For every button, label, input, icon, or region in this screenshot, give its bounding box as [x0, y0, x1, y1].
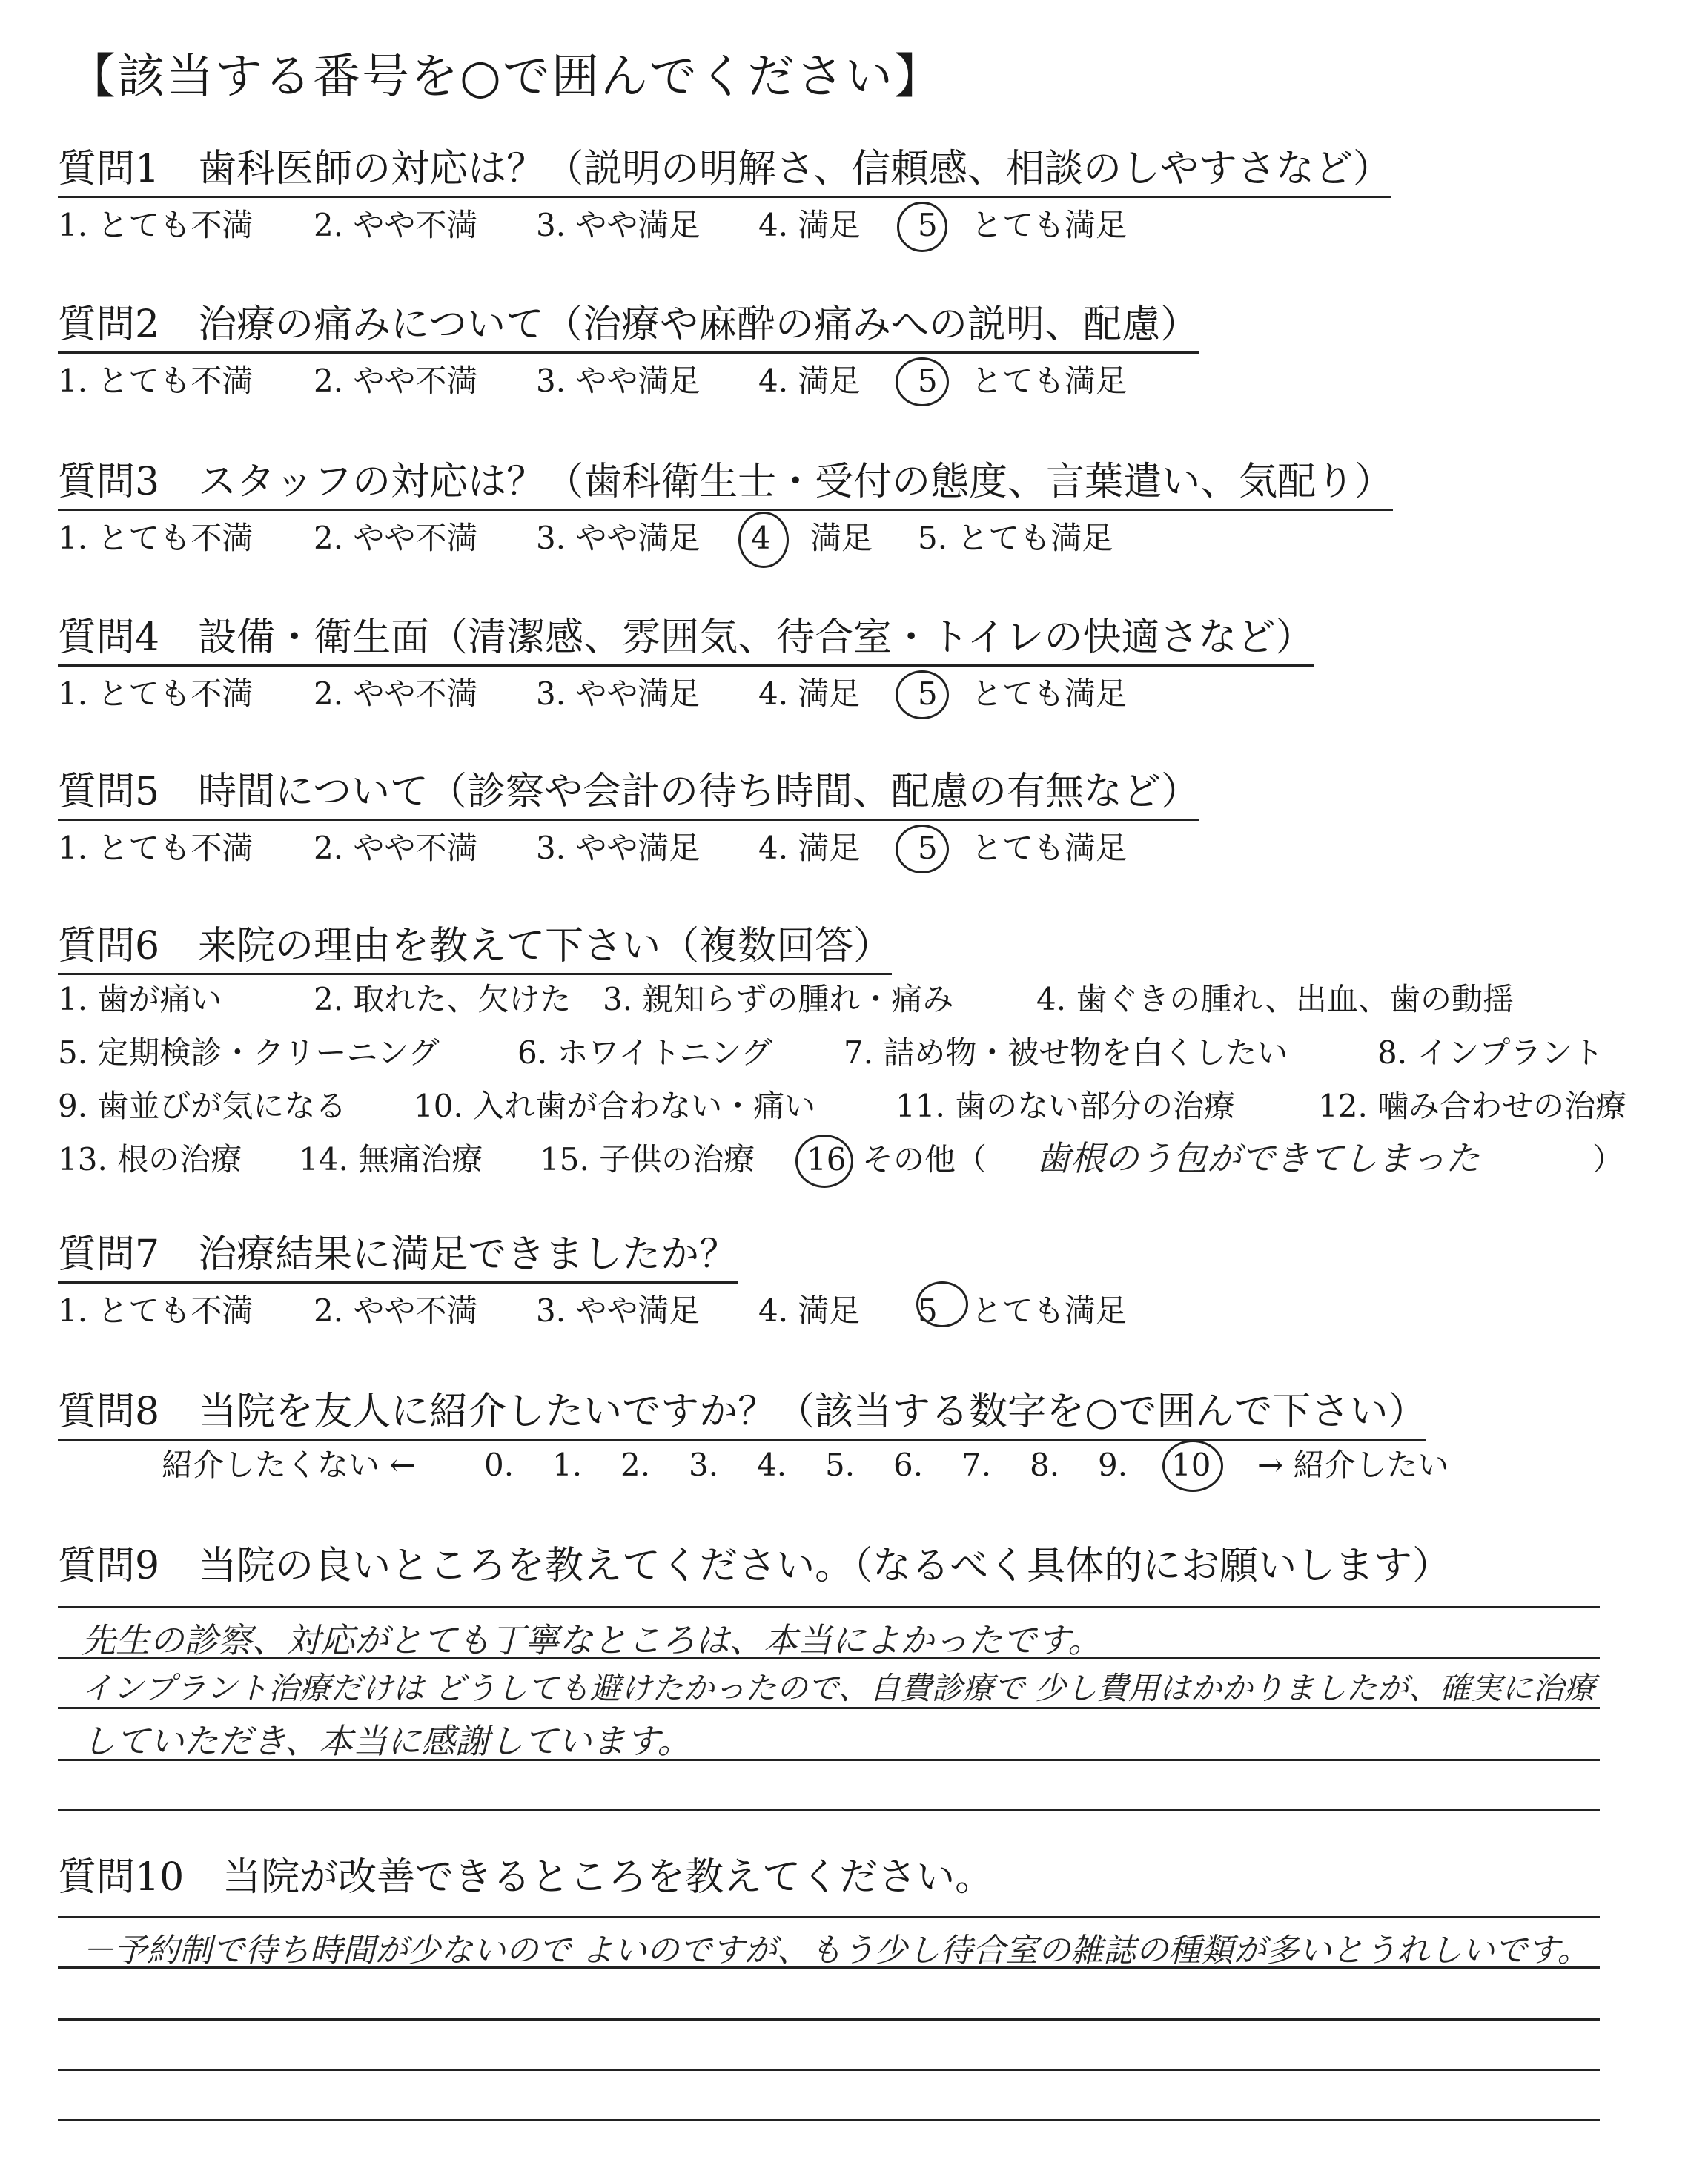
question-1-options [58, 205, 1244, 246]
other-reason-handwritten[interactable]: 歯根のう包ができてしまった [1036, 1138, 1480, 1178]
option-1[interactable]: 1. とても不満 [58, 363, 254, 399]
option-4[interactable]: 4. 満足 [758, 207, 861, 243]
reason-2[interactable]: 2. 取れた、欠けた [314, 981, 572, 1017]
answer-rule [58, 1916, 1600, 1918]
scale-1[interactable]: 1. [552, 1447, 583, 1483]
option-2[interactable]: 2. やや不満 [314, 363, 478, 399]
question-2-options [58, 360, 1244, 402]
reason-10[interactable]: 10. 入れ歯が合わない・痛い [414, 1088, 816, 1124]
answer-rule [58, 1809, 1600, 1811]
answer-rule [58, 2018, 1600, 2021]
option-5-number[interactable]: 5 [918, 207, 938, 243]
reason-11[interactable]: 11. 歯のない部分の治療 [896, 1088, 1236, 1124]
selection-circle [897, 202, 947, 252]
option-4[interactable]: 4. 満足 [758, 1292, 861, 1329]
answer-rule [58, 2069, 1600, 2071]
question-7-title: 質問7 治療結果に満足できましたか？ [58, 1231, 738, 1284]
reason-3[interactable]: 3. 親知らずの腫れ・痛み [603, 981, 954, 1017]
option-3[interactable]: 3. やや満足 [536, 676, 701, 712]
option-5-label[interactable]: とても満足 [971, 1292, 1128, 1329]
reason-6[interactable]: 6. ホワイトニング [517, 1034, 772, 1071]
scale-right-label: → 紹介したい [1257, 1447, 1449, 1483]
option-5-label[interactable]: とても満足 [971, 676, 1128, 712]
question-6-row-4 [58, 1139, 1674, 1183]
selection-circle [896, 825, 949, 873]
answer-line-1[interactable]: 先生の診察、対応がとても丁寧なところは、本当によかったです。 [82, 1620, 1102, 1660]
scale-9[interactable]: 9. [1098, 1447, 1128, 1483]
option-3[interactable]: 3. やや満足 [536, 207, 701, 243]
reason-16-number[interactable]: 16 [807, 1141, 847, 1178]
option-5-number[interactable]: 5 [918, 1292, 938, 1329]
selection-circle [916, 1281, 968, 1327]
selection-circle [896, 357, 949, 406]
question-10-title: 質問10 当院が改善できるところを教えてください。 [58, 1855, 994, 1900]
question-9-title: 質問9 当院の良いところを教えてください。（なるべく具体的にお願いします） [58, 1544, 1452, 1588]
scale-3[interactable]: 3. [689, 1447, 719, 1483]
reason-13[interactable]: 13. 根の治療 [58, 1141, 242, 1178]
question-6-title: 質問6 来院の理由を教えて下さい（複数回答） [58, 922, 892, 975]
option-1[interactable]: 1. とても不満 [58, 830, 254, 866]
option-1[interactable]: 1. とても不満 [58, 1292, 254, 1329]
option-5[interactable]: 5. とても満足 [918, 520, 1113, 556]
reason-16-label[interactable]: その他（ [862, 1141, 987, 1178]
reason-7[interactable]: 7. 詰め物・被せ物を白くしたい [844, 1034, 1288, 1071]
option-2[interactable]: 2. やや不満 [314, 1292, 478, 1329]
option-5-number[interactable]: 5 [918, 830, 938, 866]
question-3-options [58, 518, 1244, 559]
scale-2[interactable]: 2. [620, 1447, 651, 1483]
answer-line-3[interactable]: していただき、本当に感謝しています。 [82, 1721, 692, 1761]
option-5-label[interactable]: とても満足 [971, 207, 1128, 243]
question-7-options [58, 1290, 1244, 1332]
option-1[interactable]: 1. とても不満 [58, 520, 254, 556]
reason-14[interactable]: 14. 無痛治療 [299, 1141, 483, 1178]
question-4-title: 質問4 設備・衛生面（清潔感、雰囲気、待合室・トイレの快適さなど） [58, 614, 1314, 667]
answer-rule [58, 2119, 1600, 2121]
option-1[interactable]: 1. とても不満 [58, 207, 254, 243]
option-1[interactable]: 1. とても不満 [58, 676, 254, 712]
option-3[interactable]: 3. やや満足 [536, 830, 701, 866]
option-5-label[interactable]: とても満足 [971, 830, 1128, 866]
page-title: 【該当する番号を○で囲んでください】 [68, 50, 943, 105]
answer-rule [58, 1606, 1600, 1608]
question-6-row-1 [58, 979, 1674, 1020]
answer-rule [58, 1966, 1600, 1969]
scale-0[interactable]: 0. [484, 1447, 514, 1483]
selection-circle [1162, 1440, 1223, 1492]
question-5-title: 質問5 時間について（診察や会計の待ち時間、配慮の有無など） [58, 768, 1199, 821]
reason-9[interactable]: 9. 歯並びが気になる [58, 1088, 347, 1124]
reason-12[interactable]: 12. 噛み合わせの治療 [1318, 1088, 1627, 1124]
option-4[interactable]: 4. 満足 [758, 676, 861, 712]
option-4-label[interactable]: 満足 [810, 520, 873, 556]
question-3-title: 質問3 スタッフの対応は？（歯科衛生士・受付の態度、言葉遣い、気配り） [58, 458, 1393, 511]
answer-line-1[interactable]: －予約制で待ち時間が少ないので よいのですが、もう少し待合室の雑誌の種類が多いとうれしいです。 [82, 1932, 1590, 1969]
question-6-row-3 [58, 1086, 1674, 1127]
scale-8[interactable]: 8. [1030, 1447, 1060, 1483]
reason-4[interactable]: 4. 歯ぐきの腫れ、出血、歯の動揺 [1036, 981, 1514, 1017]
option-2[interactable]: 2. やや不満 [314, 830, 478, 866]
reason-1[interactable]: 1. 歯が痛い [58, 981, 222, 1017]
option-2[interactable]: 2. やや不満 [314, 207, 478, 243]
option-5-number[interactable]: 5 [918, 363, 938, 399]
option-4[interactable]: 4. 満足 [758, 363, 861, 399]
question-8-title: 質問8 当院を友人に紹介したいですか？（該当する数字を○で囲んで下さい） [58, 1388, 1426, 1441]
answer-line-2[interactable]: インプラント治療だけは どうしても避けたかったので、自費診療で 少し費用はかかりましたが、確実に治療 [82, 1670, 1595, 1706]
option-2[interactable]: 2. やや不満 [314, 520, 478, 556]
scale-4[interactable]: 4. [757, 1447, 787, 1483]
selection-circle [896, 670, 949, 719]
selection-circle [738, 512, 789, 568]
option-5-label[interactable]: とても満足 [971, 363, 1128, 399]
reason-5[interactable]: 5. 定期検診・クリーニング [58, 1034, 440, 1071]
scale-7[interactable]: 7. [961, 1447, 992, 1483]
option-5-number[interactable]: 5 [918, 676, 938, 712]
question-8-scale [58, 1444, 1540, 1489]
scale-left-label: 紹介したくない ← [162, 1447, 416, 1483]
other-close-paren: ） [1592, 1141, 1624, 1178]
scale-6[interactable]: 6. [893, 1447, 924, 1483]
answer-rule [58, 1759, 1600, 1761]
scale-10[interactable]: 10 [1171, 1447, 1211, 1483]
answer-rule [58, 1707, 1600, 1709]
question-4-options [58, 673, 1244, 715]
reason-15[interactable]: 15. 子供の治療 [540, 1141, 755, 1178]
option-3[interactable]: 3. やや満足 [536, 1292, 701, 1329]
option-4-number[interactable]: 4 [751, 520, 771, 556]
answer-rule [58, 1657, 1600, 1659]
question-2-title: 質問2 治療の痛みについて（治療や麻酔の痛みへの説明、配慮） [58, 301, 1199, 354]
scale-5[interactable]: 5. [825, 1447, 855, 1483]
question-5-options [58, 828, 1244, 869]
option-4[interactable]: 4. 満足 [758, 830, 861, 866]
option-2[interactable]: 2. やや不満 [314, 676, 478, 712]
question-6-row-2 [58, 1032, 1674, 1074]
selection-circle [795, 1135, 853, 1188]
reason-8[interactable]: 8. インプラント [1377, 1034, 1604, 1071]
option-3[interactable]: 3. やや満足 [536, 520, 701, 556]
option-3[interactable]: 3. やや満足 [536, 363, 701, 399]
question-1-title: 質問1 歯科医師の対応は？（説明の明解さ、信頼感、相談のしやすさなど） [58, 145, 1391, 198]
